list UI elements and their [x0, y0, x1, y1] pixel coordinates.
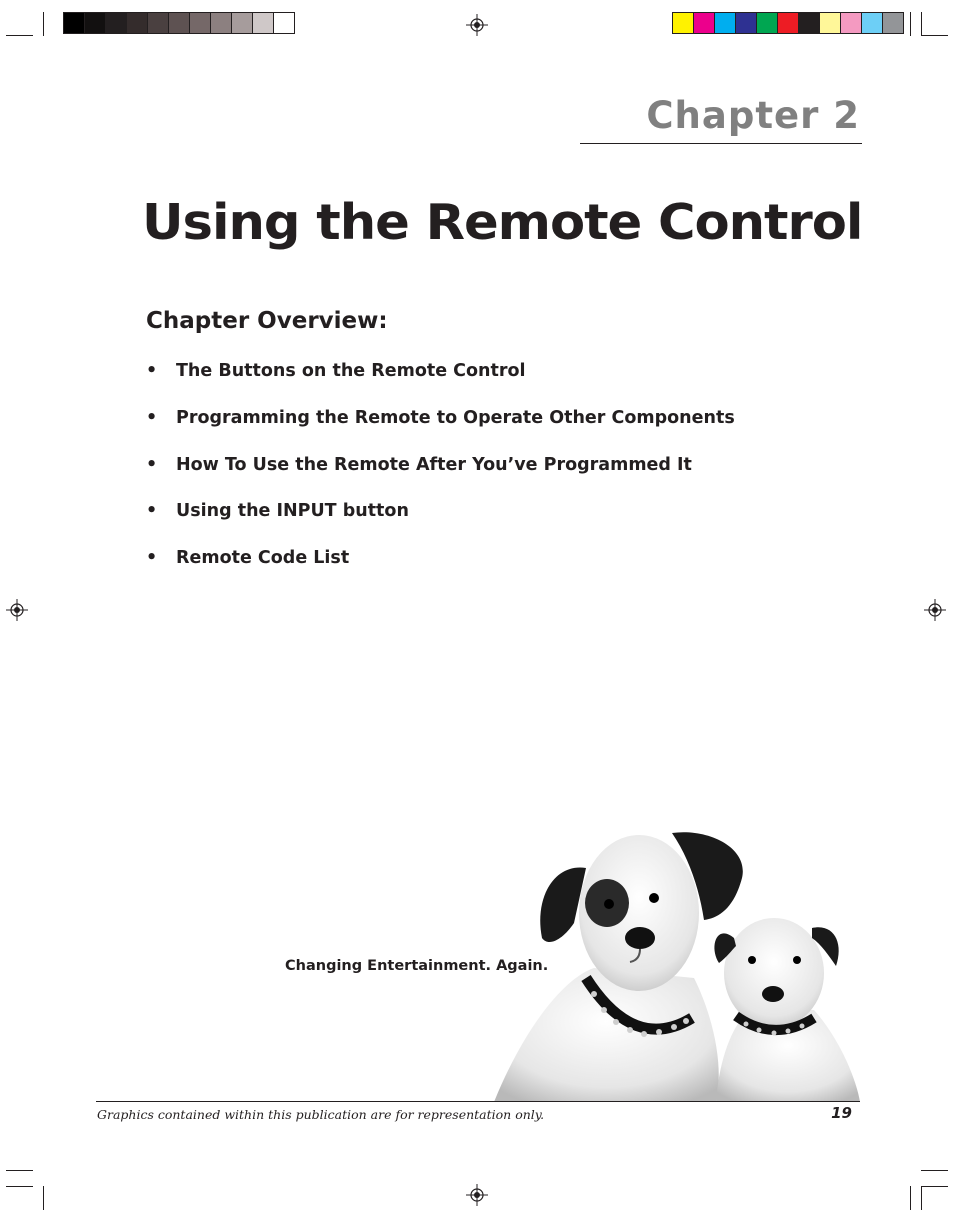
gray-swatch	[126, 13, 147, 33]
grayscale-bar	[63, 12, 295, 34]
list-item-label: Remote Code List	[176, 548, 350, 569]
registration-mark-icon	[466, 1184, 488, 1206]
list-item-label: Programming the Remote to Operate Other Components	[176, 407, 735, 428]
list-item-label: The Buttons on the Remote Control	[176, 361, 526, 381]
gray-swatch	[64, 13, 84, 33]
color-swatch	[819, 13, 840, 33]
gray-swatch	[252, 13, 273, 33]
color-swatch	[882, 13, 903, 33]
bullet-icon: •	[146, 361, 158, 381]
overview-list	[146, 358, 735, 592]
color-swatch	[756, 13, 777, 33]
chapter-rule	[580, 143, 862, 144]
gray-swatch	[273, 13, 294, 33]
chapter-label: Chapter 2	[646, 94, 860, 137]
list-item	[146, 358, 735, 405]
color-swatch	[673, 13, 693, 33]
color-swatch	[840, 13, 861, 33]
registration-mark-icon	[924, 599, 946, 621]
gray-swatch	[84, 13, 105, 33]
page-number: 19	[831, 1104, 852, 1122]
registration-mark-icon	[466, 14, 488, 36]
color-swatch	[735, 13, 756, 33]
tagline: Changing Entertainment. Again.	[285, 958, 549, 974]
color-swatch	[798, 13, 819, 33]
color-swatch	[861, 13, 882, 33]
footer-rule	[96, 1101, 860, 1102]
gray-swatch	[168, 13, 189, 33]
color-swatch	[693, 13, 714, 33]
gray-swatch	[231, 13, 252, 33]
list-item	[146, 498, 735, 545]
page-title: Using the Remote Control	[142, 194, 863, 251]
list-item-label: How To Use the Remote After You’ve Programmed It	[176, 454, 692, 475]
list-item	[146, 452, 735, 499]
color-swatch	[777, 13, 798, 33]
bullet-icon: •	[146, 548, 158, 569]
overview-heading: Chapter Overview:	[146, 308, 388, 334]
bullet-icon: •	[146, 407, 158, 428]
gray-swatch	[210, 13, 231, 33]
bullet-icon: •	[146, 501, 158, 522]
footer-note: Graphics contained within this publication are for representation only.	[97, 1107, 545, 1122]
list-item	[146, 405, 735, 452]
gray-swatch	[105, 13, 126, 33]
color-bar	[672, 12, 904, 34]
dogs-photo-icon	[494, 828, 860, 1102]
bullet-icon: •	[146, 454, 158, 475]
color-swatch	[714, 13, 735, 33]
list-item-label: Using the INPUT button	[176, 501, 409, 522]
list-item	[146, 545, 735, 592]
gray-swatch	[147, 13, 168, 33]
gray-swatch	[189, 13, 210, 33]
registration-mark-icon	[6, 599, 28, 621]
